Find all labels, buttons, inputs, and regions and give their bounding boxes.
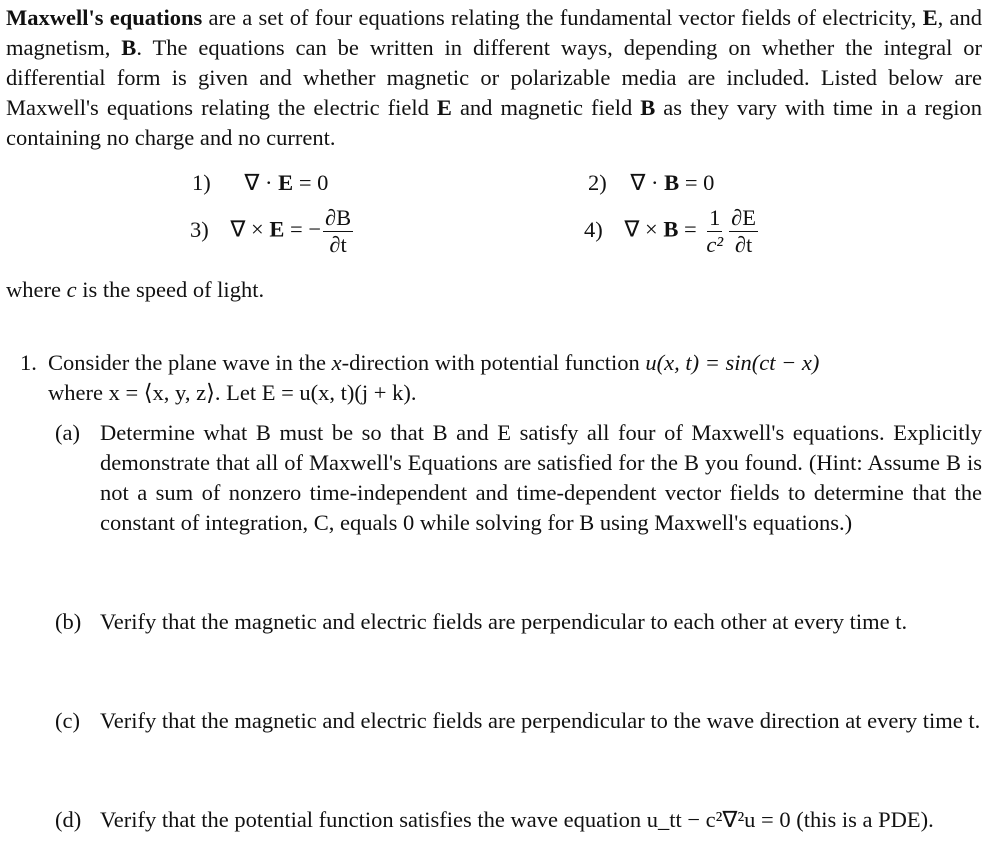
term-maxwells-equations: Maxwell's equations	[6, 5, 203, 30]
question-text: Consider the plane wave in the x-direction with potential function u(x, t) = sin(ct − x) where x = ⟨x, y, z⟩. Let E = u(x, t)(j + k).	[48, 350, 820, 405]
fraction-dE-dt: $\frac{\partial E}{\partial t}$	[731, 205, 756, 257]
fraction-1-c2: $\frac{1}{\text{c²}}$	[706, 205, 724, 257]
equation-1: 1) ∇ · E = 0	[192, 170, 329, 195]
equation-3: 3) ∇ × E = − $\frac{\partial B}{\partial t}$	[190, 205, 352, 257]
question-number: 1.	[20, 350, 37, 375]
equation-2: 2) ∇ · B = 0	[588, 170, 715, 195]
fraction-dB-dt: $\frac{\partial B}{\partial t}$	[325, 205, 352, 257]
equation-4: 4) ∇ × B = $\frac{1}{\text{c²}}$ $\frac{\partial E}{\partial t}$	[584, 205, 756, 257]
intro-paragraph: Maxwell's equations are a set of four equations relating the fundamental vector fields of electricity, E, and magnetism, B. The equations can be written in different ways, depending on whether the integral or differential form is given and whether magnetic or polarizable media are included. Listed below are Maxwell's equations relating the electric field E and magnetic field B as they vary with time in a region containing no charge and no current.	[6, 5, 982, 150]
speed-of-light-note: where c is the speed of light.	[6, 277, 265, 302]
